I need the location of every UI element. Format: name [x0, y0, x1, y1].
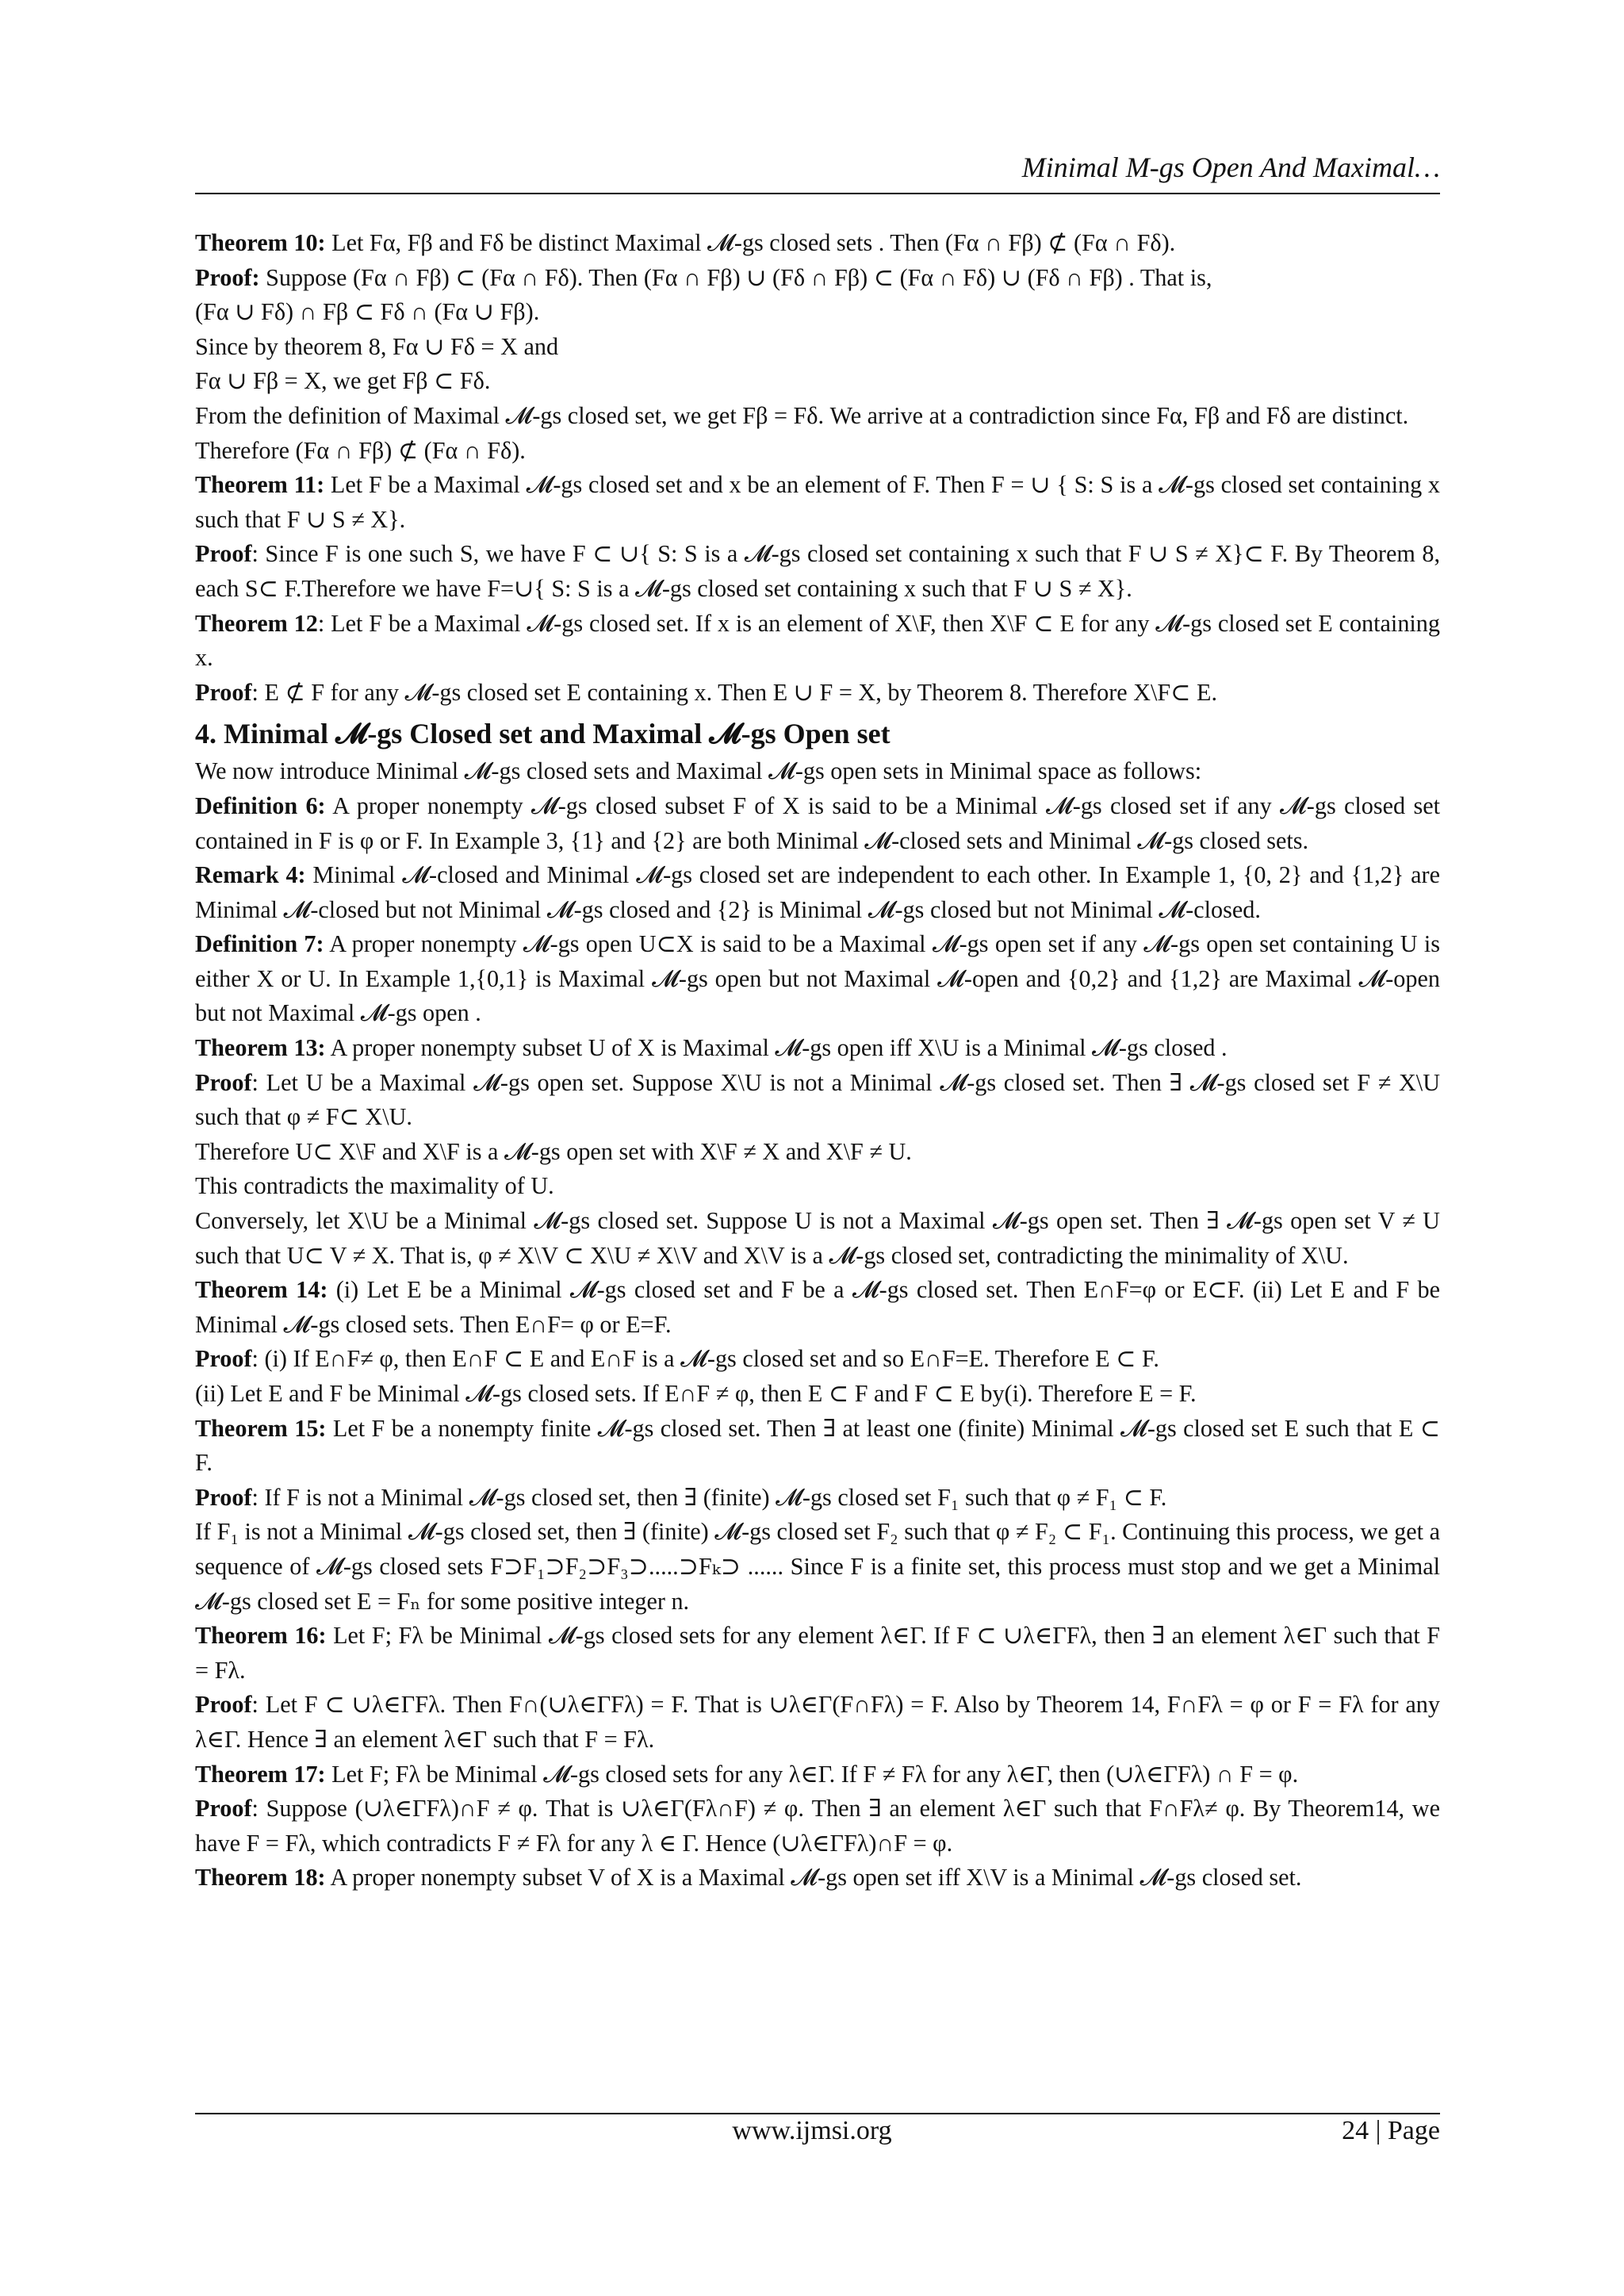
- paragraph-lead: Proof: [195, 1068, 252, 1096]
- paragraph-text: From the definition of Maximal 𝓜-gs closed set, we get Fβ = Fδ. We arrive at a contradiction since Fα, Fβ and Fδ are distinct.: [195, 401, 1409, 429]
- paragraph: [195, 261, 1440, 296]
- paragraph-lead: Proof: [195, 1483, 252, 1511]
- paragraph: [195, 434, 1440, 469]
- paragraph: [195, 1515, 1440, 1619]
- paragraph-text: : E ⊄ F for any 𝓜-gs closed set E containing x. Then E ∪ F = X, by Theorem 8. Therefore X\F⊂ E.: [251, 678, 1217, 706]
- paragraph: [195, 1169, 1440, 1204]
- paragraph-text: Conversely, let X\U be a Minimal 𝓜-gs closed set. Suppose U is not a Maximal 𝓜-gs open set. Then ∃ 𝓜-gs open set V ≠ U such that U⊂ V ≠ X. That is, φ ≠ X\V ⊂ X\U ≠ X\V and X\V is a 𝓜-gs closed set, contradicting the minimality of X\U.: [195, 1207, 1440, 1269]
- paragraph-text: : Suppose (∪λ∈ΓFλ)∩F ≠ φ. That is ∪λ∈Γ(Fλ∩F) ≠ φ. Then ∃ an element λ∈Γ such that F∩Fλ≠ φ. By Theorem14, we have F = Fλ, which contradicts F ≠ Fλ for any λ ∈ Γ. Hence (∪λ∈ΓFλ)∩F = φ.: [195, 1795, 1440, 1857]
- paragraph-lead: Theorem 17:: [195, 1760, 326, 1788]
- paragraph-lead: Proof: [195, 1795, 252, 1823]
- paragraph-text: A proper nonempty 𝓜-gs open U⊂X is said to be a Maximal 𝓜-gs open set if any 𝓜-gs open set containing U is either X or U. In Example 1,{0,1} is Maximal 𝓜-gs open but not Maximal 𝓜-open and {0,2} and {1,2} are Maximal 𝓜-open but not Maximal 𝓜-gs open .: [195, 930, 1440, 1027]
- paragraph: [195, 1031, 1440, 1066]
- paragraph-text: (Fα ∪ Fδ) ∩ Fβ ⊂ Fδ ∩ (Fα ∪ Fβ).: [195, 298, 540, 326]
- paragraph: [195, 1066, 1440, 1135]
- paragraph: [195, 468, 1440, 537]
- paragraph: [195, 1135, 1440, 1170]
- paragraph-text: Suppose (Fα ∩ Fβ) ⊂ (Fα ∩ Fδ). Then (Fα ∩ Fβ) ∪ (Fδ ∩ Fβ) ⊂ (Fα ∩ Fδ) ∪ (Fδ ∩ Fβ) . That is,: [259, 263, 1212, 291]
- paragraph: [195, 927, 1440, 1031]
- paragraph-text: Let Fα, Fβ and Fδ be distinct Maximal 𝓜-gs closed sets . Then (Fα ∩ Fβ) ⊄ (Fα ∩ Fδ).: [325, 229, 1176, 256]
- paragraph-lead: Proof: [195, 1345, 252, 1373]
- paragraph-lead: Definition 6:: [195, 792, 326, 819]
- paragraph-lead: Proof: [195, 1691, 252, 1719]
- paragraph-lead: Definition 7:: [195, 930, 324, 958]
- paragraph: [195, 676, 1440, 711]
- paragraph-text: Therefore (Fα ∩ Fβ) ⊄ (Fα ∩ Fδ).: [195, 436, 526, 464]
- paragraph-text: Let F; Fλ be Minimal 𝓜-gs closed sets for any element λ∈Γ. If F ⊂ ∪λ∈ΓFλ, then ∃ an element λ∈Γ such that F = Fλ.: [195, 1622, 1441, 1684]
- paragraph: [195, 1757, 1440, 1792]
- paragraph-lead: Theorem 11:: [195, 471, 325, 499]
- paragraph-text: A proper nonempty 𝓜-gs closed subset F of X is said to be a Minimal 𝓜-gs closed set if any 𝓜-gs closed set contained in F is φ or F. In Example 3, {1} and {2} are both Minimal 𝓜-closed sets and Minimal 𝓜-gs closed sets.: [195, 792, 1440, 854]
- paragraph-lead: Theorem 15:: [195, 1414, 327, 1442]
- paragraph-text: This contradicts the maximality of U.: [195, 1172, 554, 1200]
- paragraph: [195, 754, 1440, 789]
- paragraph: [195, 1619, 1440, 1688]
- section-heading: 4. Minimal 𝓜-gs Closed set and Maximal 𝓜-gs Open set: [195, 718, 891, 750]
- paragraph: [195, 1688, 1440, 1757]
- paragraph: [195, 399, 1440, 434]
- paragraph: [195, 1481, 1440, 1516]
- paragraph-lead: Theorem 10:: [195, 229, 326, 256]
- paragraph: [195, 1412, 1440, 1481]
- paragraph: [195, 295, 1440, 330]
- paragraph-text: We now introduce Minimal 𝓜-gs closed sets and Maximal 𝓜-gs open sets in Minimal space as follows:: [195, 757, 1202, 785]
- paragraph-text: Therefore U⊂ X\F and X\F is a 𝓜-gs open set with X\F ≠ X and X\F ≠ U.: [195, 1137, 912, 1165]
- paragraph-text: : (i) If E∩F≠ φ, then E∩F ⊂ E and E∩F is a 𝓜-gs closed set and so E∩F=E. Therefore E ⊂ F.: [251, 1345, 1159, 1373]
- paragraph-lead: Proof: [195, 540, 252, 568]
- paragraph-lead: Theorem 16:: [195, 1622, 327, 1650]
- paragraph-text: : Let U be a Maximal 𝓜-gs open set. Suppose X\U is not a Minimal 𝓜-gs closed set. Then ∃ 𝓜-gs closed set F ≠ X\U such that φ ≠ F⊂ X\U.: [195, 1068, 1440, 1131]
- paragraph-text: Let F be a nonempty finite 𝓜-gs closed set. Then ∃ at least one (finite) Minimal 𝓜-gs closed set E such that E ⊂ F.: [195, 1414, 1440, 1477]
- paragraph: [195, 858, 1440, 927]
- running-header: Minimal M-gs Open And Maximal…: [1021, 151, 1440, 183]
- paragraph: [195, 607, 1440, 676]
- paragraph: [195, 1377, 1440, 1412]
- header-rule: [195, 193, 1440, 194]
- paragraph: [195, 226, 1440, 261]
- paragraph-text: : If F is not a Minimal 𝓜-gs closed set, then ∃ (finite) 𝓜-gs closed set F₁ such that φ ≠ F₁ ⊂ F.: [251, 1483, 1167, 1511]
- paragraph-text: (i) Let E be a Minimal 𝓜-gs closed set and F be a 𝓜-gs closed set. Then E∩F=φ or E⊂F. (ii) Let E and F be Minimal 𝓜-gs closed sets. Then E∩F= φ or E=F.: [195, 1276, 1441, 1338]
- footer-rule: [195, 2113, 1440, 2114]
- paragraph-text: Fα ∪ Fβ = X, we get Fβ ⊂ Fδ.: [195, 367, 491, 395]
- paragraph: [195, 1342, 1440, 1377]
- paragraph-text: (ii) Let E and F be Minimal 𝓜-gs closed sets. If E∩F ≠ φ, then E ⊂ F and F ⊂ E by(i). Therefore E = F.: [195, 1380, 1197, 1407]
- paragraph-text: : Let F be a Maximal 𝓜-gs closed set. If x is an element of X\F, then X\F ⊂ E for any 𝓜-gs closed set E containing x.: [195, 609, 1440, 672]
- page-number: 24 | Page: [1342, 2116, 1440, 2145]
- paragraph-lead: Remark 4:: [195, 861, 306, 889]
- paragraph: [195, 1273, 1440, 1342]
- paragraph: [195, 537, 1440, 606]
- paragraph: [195, 364, 1440, 399]
- paragraph-lead: Proof:: [195, 263, 260, 291]
- paragraph-text: Since by theorem 8, Fα ∪ Fδ = X and: [195, 332, 559, 360]
- paragraph-text: Let F; Fλ be Minimal 𝓜-gs closed sets for any λ∈Γ. If F ≠ Fλ for any λ∈Γ, then (∪λ∈ΓFλ) ∩ F = φ.: [325, 1760, 1299, 1788]
- paragraph-text: : Since F is one such S, we have F ⊂ ∪{ S: S is a 𝓜-gs closed set containing x such that F ∪ S ≠ X}⊂ F. By Theorem 8, each S⊂ F.Therefore we have F=∪{ S: S is a 𝓜-gs closed set containing x such that F ∪ S ≠ X}.: [195, 540, 1440, 602]
- paragraph-lead: Theorem 14:: [195, 1276, 328, 1304]
- paragraph-text: A proper nonempty subset V of X is a Maximal 𝓜-gs open set iff X\V is a Minimal 𝓜-gs closed set.: [325, 1864, 1302, 1892]
- paragraph-text: Let F be a Maximal 𝓜-gs closed set and x be an element of F. Then F = ∪ { S: S is a 𝓜-gs closed set containing x such that F ∪ S ≠ X}.: [195, 471, 1441, 533]
- paragraph-lead: Theorem 13:: [195, 1034, 326, 1062]
- article-body: [195, 226, 1440, 1895]
- paragraph-text: If F₁ is not a Minimal 𝓜-gs closed set, then ∃ (finite) 𝓜-gs closed set F₂ such that φ ≠ F₂ ⊂ F₁. Continuing this process, we get a sequence of 𝓜-gs closed sets F⊃F₁⊃F₂⊃F₃⊃.....⊃Fₖ⊃ ...... Since F is a finite set, this process must stop and we get a Minimal 𝓜-gs closed set E = Fₙ for some positive integer n.: [195, 1518, 1440, 1615]
- paragraph-text: A proper nonempty subset U of X is Maximal 𝓜-gs open iff X\U is a Minimal 𝓜-gs closed .: [325, 1034, 1228, 1062]
- footer-website: www.ijmsi.org: [732, 2116, 892, 2145]
- paragraph-text: : Let F ⊂ ∪λ∈ΓFλ. Then F∩(∪λ∈ΓFλ) = F. That is ∪λ∈Γ(F∩Fλ) = F. Also by Theorem 14, F∩Fλ = φ or F = Fλ for any λ∈Γ. Hence ∃ an element λ∈Γ such that F = Fλ.: [195, 1691, 1440, 1753]
- paragraph: [195, 1204, 1440, 1273]
- paragraph-lead: Proof: [195, 678, 252, 706]
- paragraph-lead: Theorem 18:: [195, 1864, 326, 1892]
- paragraph: [195, 1861, 1440, 1895]
- paragraph-lead: Theorem 12: [195, 609, 318, 637]
- paragraph: [195, 330, 1440, 365]
- paragraph-text: Minimal 𝓜-closed and Minimal 𝓜-gs closed set are independent to each other. In Example 1, {0, 2} and {1,2} are Minimal 𝓜-closed but not Minimal 𝓜-gs closed and {2} is Minimal 𝓜-gs closed but not Minimal 𝓜-closed.: [195, 861, 1440, 923]
- paragraph: [195, 789, 1440, 858]
- paragraph: [195, 1792, 1440, 1861]
